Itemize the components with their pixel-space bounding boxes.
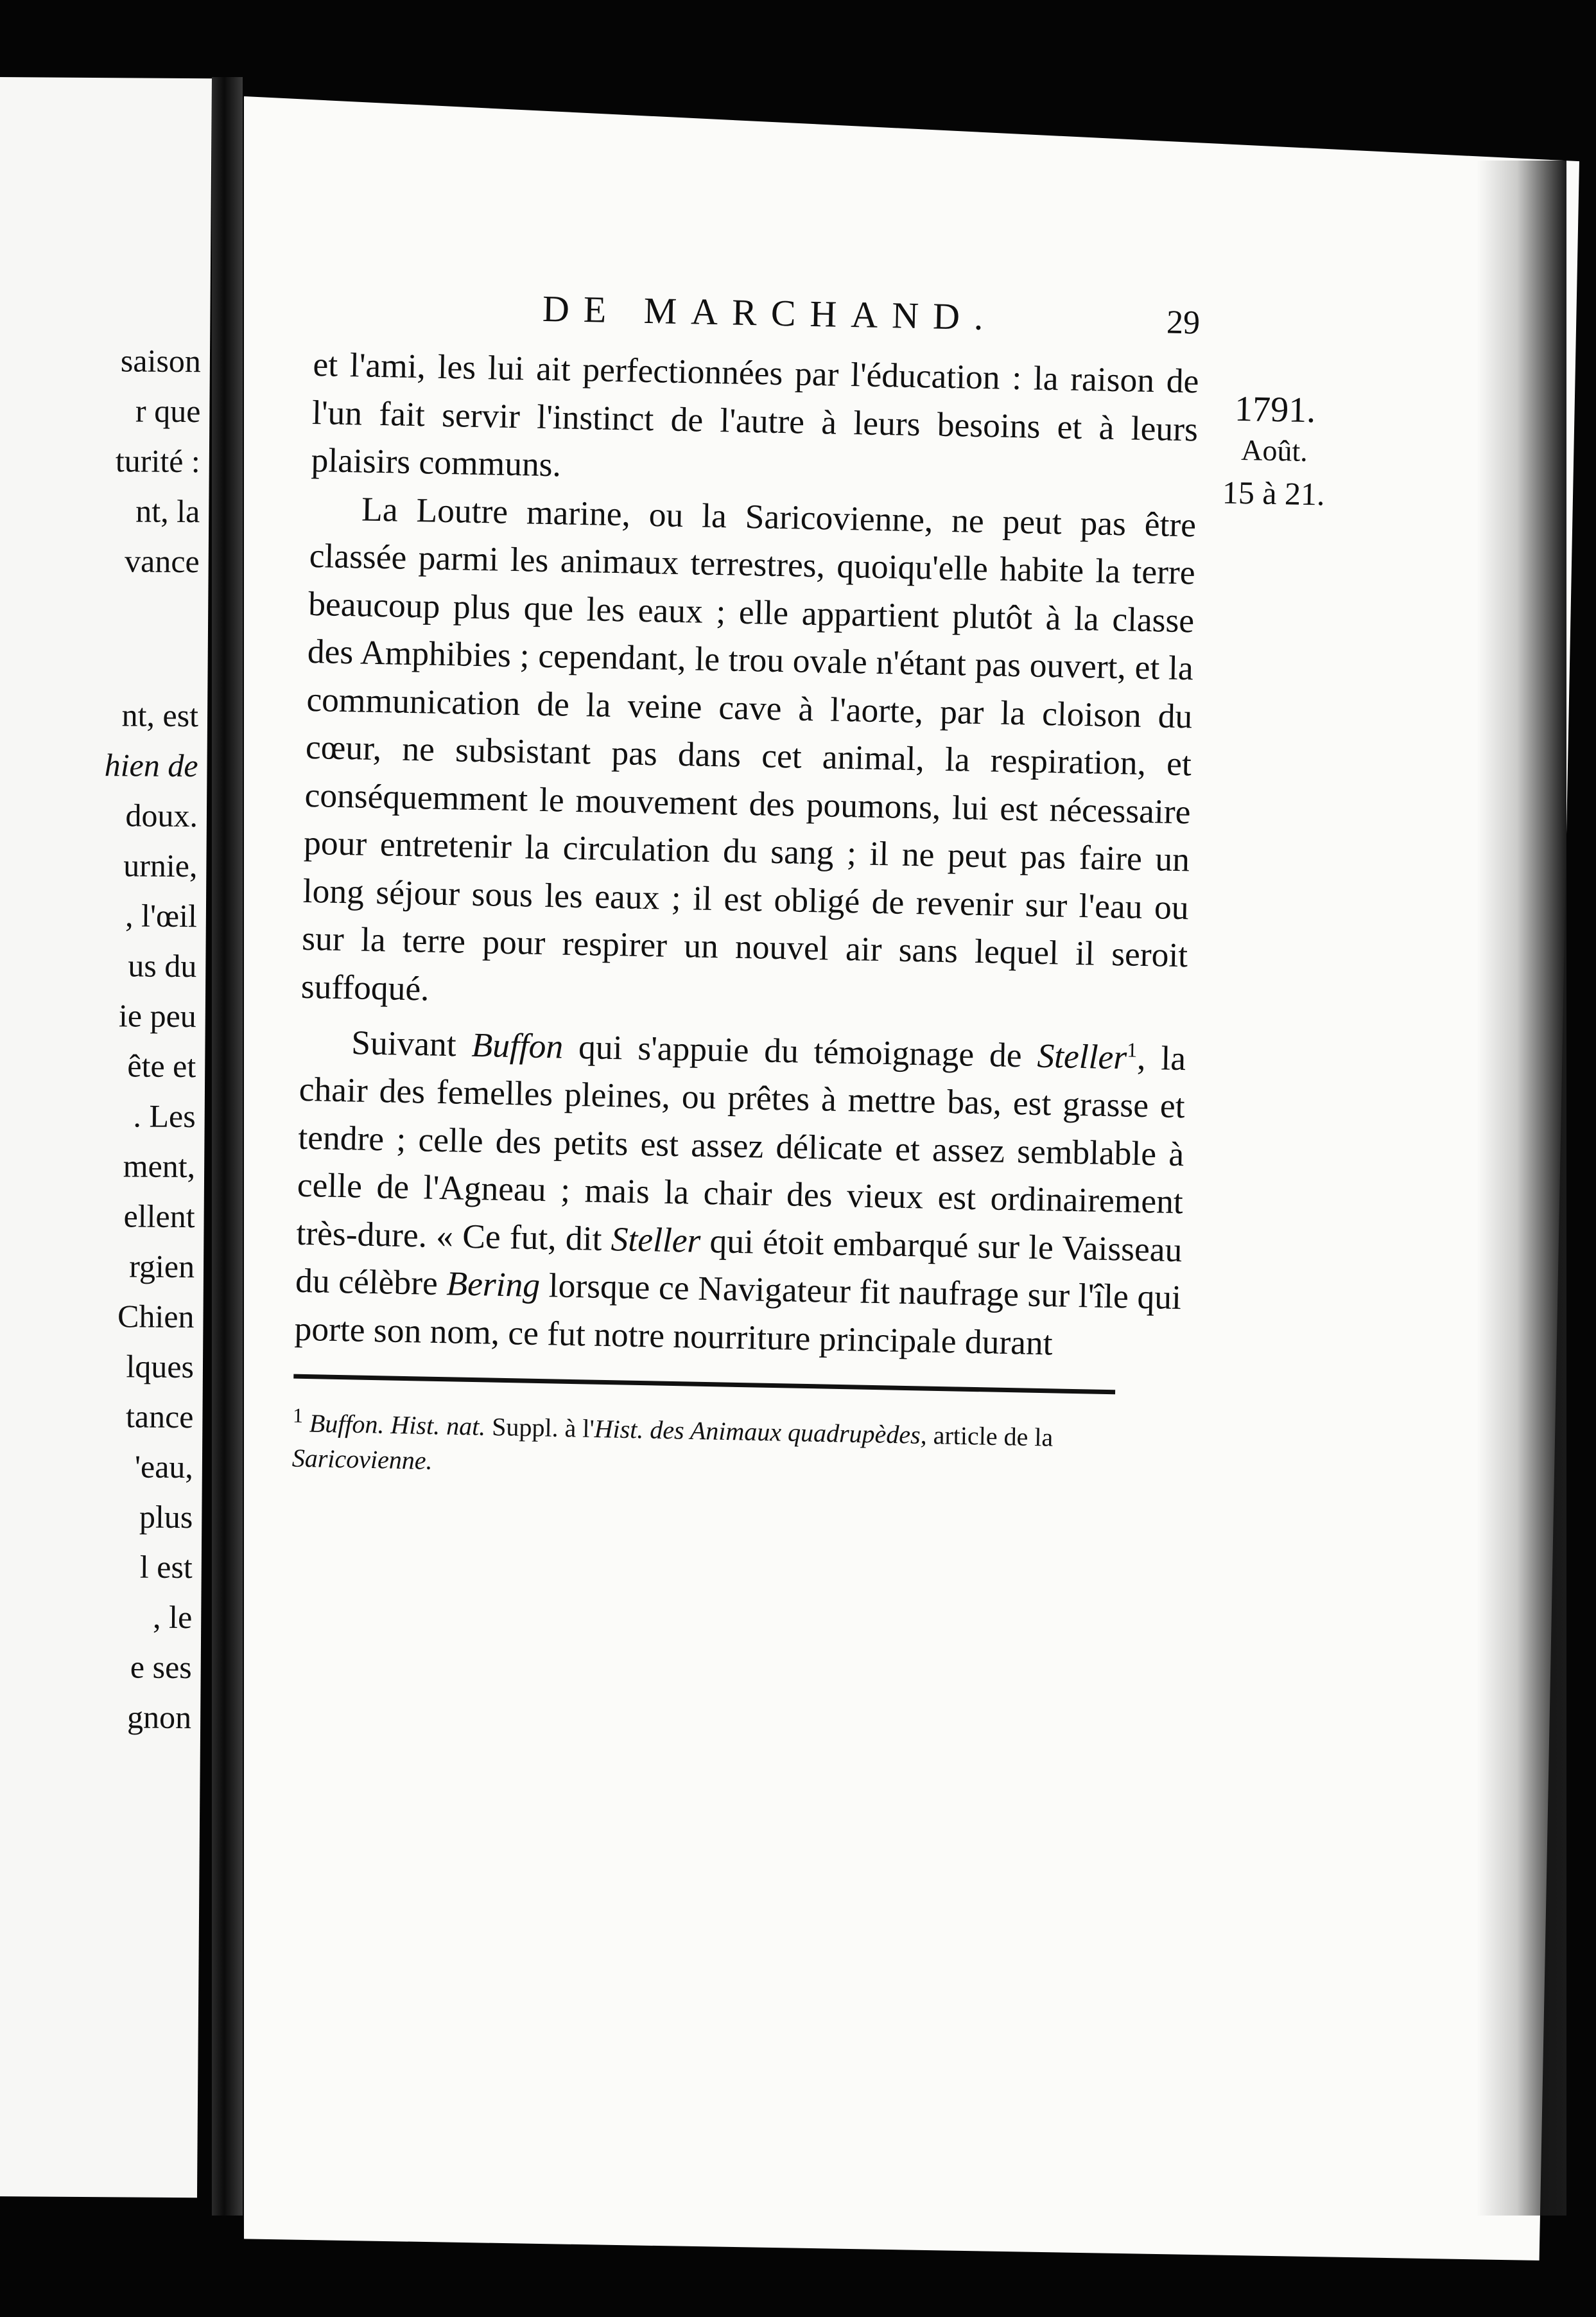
footnote-rule xyxy=(293,1374,1115,1395)
left-page-fragment: l est xyxy=(139,1548,193,1586)
left-page-fragment: ête et xyxy=(127,1047,196,1085)
left-page-fragment: . Les xyxy=(133,1097,196,1135)
footnote-reference: 1 xyxy=(1127,1038,1138,1062)
running-title: DE MARCHAND. xyxy=(542,287,998,338)
footnote-work: Hist. des Animaux quadrupèdes, xyxy=(594,1414,928,1450)
marginal-days: 15 à 21. xyxy=(1222,474,1326,512)
name-steller: Steller xyxy=(611,1219,701,1260)
text-run: Suivant xyxy=(351,1023,473,1064)
left-page-fragment: lques xyxy=(126,1348,195,1385)
left-page-fragment: Chien xyxy=(117,1298,195,1335)
text-run: Suppl. à l' xyxy=(485,1412,595,1444)
text-run: qui étoit embarqué sur le Vaisseau du célèbre xyxy=(295,1221,1183,1303)
left-page-fragment: ellent xyxy=(123,1198,195,1235)
left-page-fragment: ie peu xyxy=(118,997,196,1035)
name-steller: Steller xyxy=(1036,1036,1127,1077)
left-page-fragment: 'eau, xyxy=(134,1448,194,1485)
page-content xyxy=(291,283,1200,1492)
footnote-marker: 1 xyxy=(292,1404,304,1428)
left-page-fragment: rgien xyxy=(129,1248,195,1285)
text-run: article de la xyxy=(926,1421,1054,1453)
left-page-fragment: r que xyxy=(135,392,201,430)
footnote-article: Saricovienne. xyxy=(291,1443,433,1475)
left-page-fragment: e ses xyxy=(130,1648,192,1686)
left-page-fragment: tance xyxy=(125,1398,194,1435)
name-bering: Bering xyxy=(446,1264,541,1305)
left-page-fragment: , l'œil xyxy=(125,897,198,934)
text-run: lorsque ce Navigateur fit naufrage sur l'île qui porte son nom, ce fut notre nourriture principale durant xyxy=(294,1266,1182,1363)
marginal-year: 1791. xyxy=(1234,389,1316,431)
name-buffon: Buffon xyxy=(471,1025,564,1066)
previous-page-edge xyxy=(0,77,212,2198)
book-gutter xyxy=(212,77,243,2216)
left-page-fragment: us du xyxy=(128,947,197,984)
paragraph-loutre-marine: La Loutre marine, ou la Saricovienne, ne peut pas être classée parmi les animaux terrestres, quoiqu'elle habite la terre beaucoup plus que les eaux ; elle appartient plutôt à la classe des Amphibies ; cependant, le trou ovale n'étant pas ouvert, et la communication de la veine cave à l'aorte, par la cloison du cœur, ne subsistant pas dans cet animal, la respiration, et conséquemment le mouvement des poumons, lui est nécessaire pour entretenir la circulation du sang ; il ne peut pas faire un long séjour sous les eaux ; il est obligé de revenir sur l'eau ou sur la terre pour respirer un nouvel air sans lequel il seroit suffoqué. xyxy=(300,489,1197,1008)
left-page-fragment: ment, xyxy=(123,1148,196,1185)
left-page-fragment: turité : xyxy=(115,442,201,480)
text-run: , la chair des femelles pleines, ou prêtes à mettre bas, est grasse et tendre ; celle des petits est assez délicate et assez semblable à celle de l'Agneau ; mais la chair des vieux est ordinairement très-dure. « Ce fut, dit xyxy=(296,1038,1186,1258)
text-run: qui s'appuie du témoignage de xyxy=(562,1027,1038,1075)
footnote-author: Buffon. Hist. nat. xyxy=(309,1408,486,1442)
left-page-fragment: plus xyxy=(139,1498,193,1535)
left-page-fragment: hien de xyxy=(104,747,198,784)
body-text xyxy=(294,340,1199,1370)
left-page-fragment: vance xyxy=(124,543,200,580)
left-page-fragment: , le xyxy=(152,1598,193,1636)
page-number: 29 xyxy=(1166,304,1201,342)
left-page-fragment: gnon xyxy=(126,1699,192,1736)
left-page-fragment: doux. xyxy=(125,797,198,834)
marginal-date-note xyxy=(1199,387,1349,517)
left-page-fragment: nt, la xyxy=(135,493,200,530)
left-page-fragment: saison xyxy=(120,342,202,380)
paragraph-buffon-steller xyxy=(294,1010,1186,1370)
marginal-month: Août. xyxy=(1240,433,1308,468)
left-page-fragment: urnie, xyxy=(123,847,198,884)
left-page-fragment: nt, est xyxy=(121,697,199,734)
paragraph-continuation: et l'ami, les lui ait perfectionnées par l'éducation : la raison de l'un fait servir l'instinct de l'autre à leurs besoins et à leurs plaisirs communs. xyxy=(311,344,1199,484)
